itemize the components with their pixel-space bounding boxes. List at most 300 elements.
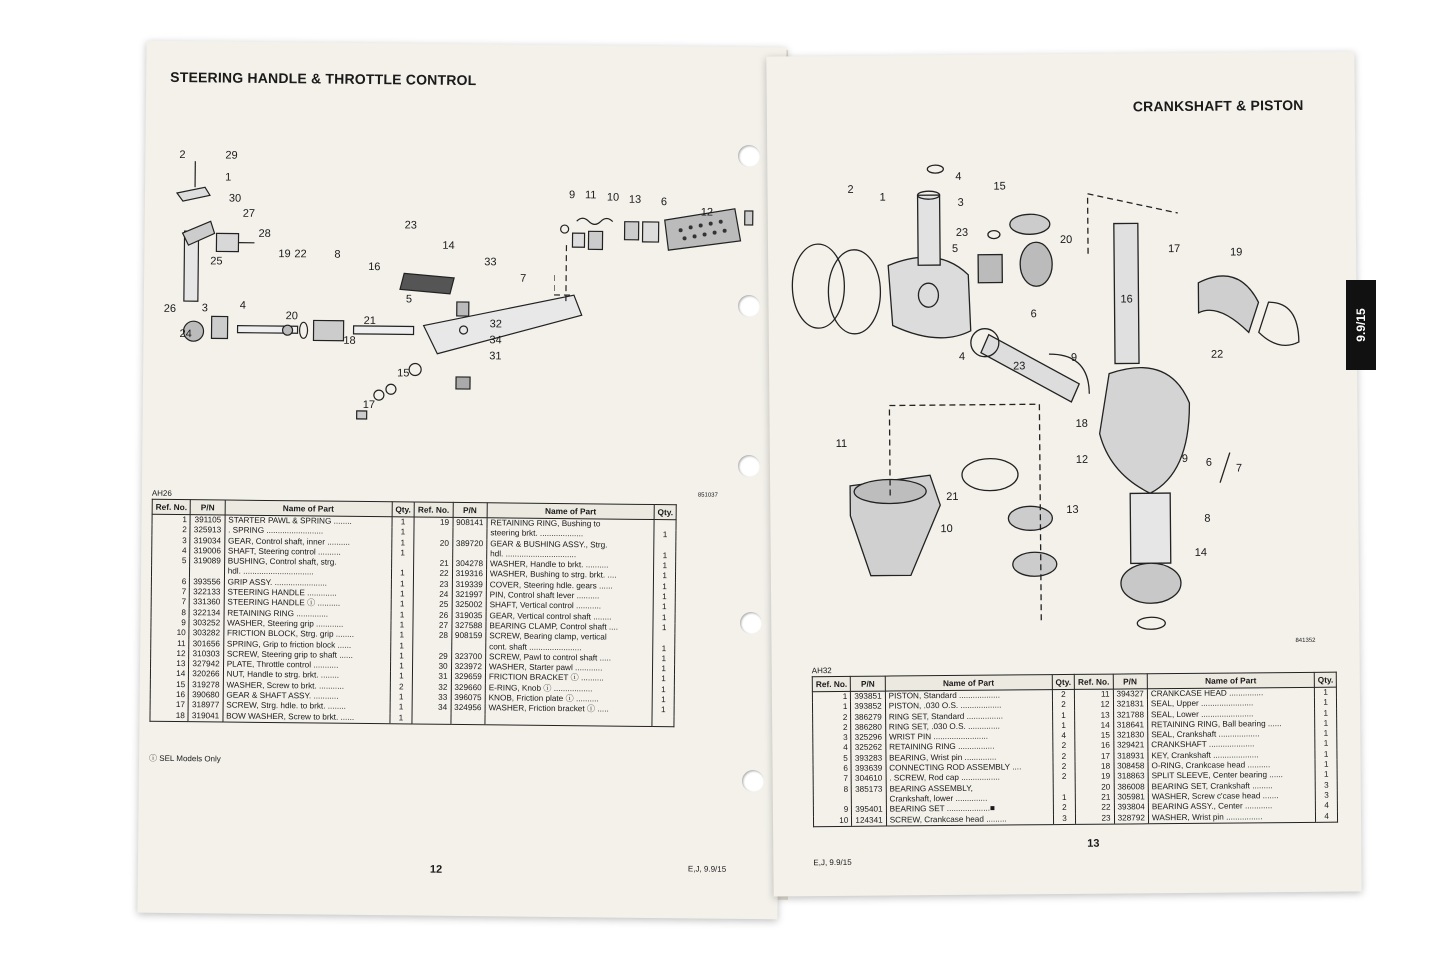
part-name: CRANKSHAFT ....................	[1148, 739, 1315, 751]
part-name: RING SET, Standard ................	[885, 711, 1052, 723]
steering-handle-exploded-diagram	[153, 141, 606, 426]
part-number: 386008	[1114, 782, 1148, 793]
section-tab-label: 9.9/15	[1354, 308, 1368, 342]
col-name: Name of Part	[225, 500, 392, 517]
part-name: SEAL, Crankshaft ..................	[1148, 729, 1315, 741]
quantity: 1	[653, 613, 676, 624]
part-name: PLATE, Throttle control ...........	[223, 660, 390, 672]
ref-no: 17	[1075, 751, 1113, 762]
quantity: 1	[1052, 711, 1075, 721]
part-name: FRICTION BLOCK, Strg. grip ........	[224, 629, 391, 641]
right-page	[766, 51, 1361, 896]
page-number-right: 13	[1087, 837, 1100, 850]
ref-no: 3	[152, 535, 190, 546]
quantity: 1	[390, 661, 413, 672]
quantity: 1	[391, 610, 414, 621]
callout-4: 4	[955, 170, 962, 183]
part-name: NUT, Handle to strg. brkt. ........	[223, 670, 390, 682]
part-number: 318863	[1114, 772, 1148, 783]
quantity: 3	[1315, 780, 1338, 790]
ref-no: 9	[151, 618, 189, 629]
ref-no	[151, 566, 189, 577]
callout-9: 9	[1070, 351, 1078, 364]
part-name: SCREW, Pawl to control shaft .....	[485, 652, 652, 664]
ref-no: 2	[813, 712, 851, 723]
part-number: 393851	[851, 691, 885, 702]
part-name: steering brkt. ...................	[487, 529, 654, 541]
part-number: 391105	[190, 515, 224, 526]
callout-30: 30	[228, 192, 242, 205]
callout-22: 22	[1210, 348, 1224, 361]
part-number: 319339	[452, 580, 486, 591]
callout-11: 11	[835, 437, 848, 450]
ref-no: 12	[1075, 700, 1113, 711]
part-name: E-RING, Knob ⓘ .................	[485, 683, 652, 695]
part-number: 393556	[190, 577, 224, 588]
callout-1: 1	[879, 191, 886, 204]
ref-no: 6	[813, 764, 851, 775]
part-number: 394327	[1113, 689, 1147, 700]
part-number: 324956	[451, 703, 485, 714]
callout-34: 34	[489, 334, 502, 347]
callout-14: 14	[1194, 546, 1207, 559]
part-number: 310303	[189, 649, 223, 660]
ref-no: 6	[151, 577, 189, 588]
ref-no: 18	[1075, 762, 1113, 773]
quantity: 1	[390, 703, 413, 714]
ref-no: 7	[151, 597, 189, 608]
ref-no: 10	[813, 815, 851, 826]
part-name: RETAINING RING ..............	[224, 608, 391, 620]
part-name: SCREW, Strg. hdle. to brkt. ........	[223, 701, 390, 713]
quantity: 2	[1053, 772, 1076, 782]
ref-no: 19	[414, 517, 452, 528]
part-number	[852, 795, 886, 806]
quantity: 3	[1053, 813, 1076, 824]
part-number: 386280	[851, 722, 885, 733]
ref-no: 23	[1076, 813, 1114, 824]
part-name: WASHER, Wrist pin ................	[1148, 811, 1315, 823]
ref-no: 15	[1075, 731, 1113, 742]
callout-23: 23	[1013, 360, 1026, 373]
quantity: 1	[1315, 760, 1338, 770]
part-number: 322133	[190, 587, 224, 598]
binder-hole	[738, 295, 760, 317]
part-number: 319034	[190, 536, 224, 547]
quantity	[391, 558, 414, 569]
part-number: 396075	[451, 693, 485, 704]
callout-23: 23	[404, 219, 417, 232]
part-number: 308458	[1114, 761, 1148, 772]
part-number: 325002	[452, 600, 486, 611]
part-name: CRANKCASE HEAD ...............	[1147, 687, 1314, 699]
ref-no: 2	[813, 723, 851, 734]
quantity: 1	[1315, 749, 1338, 759]
binder-hole	[738, 145, 760, 167]
part-name: SHAFT, Vertical control ...........	[486, 601, 653, 613]
callout-9: 9	[1181, 452, 1189, 465]
quantity: 1	[390, 692, 413, 703]
col-name-2: Name of Part	[1147, 672, 1314, 688]
part-name: STEERING HANDLE .............	[224, 588, 391, 600]
part-name: STEERING HANDLE ⓘ ..........	[224, 598, 391, 610]
part-name: BEARING SET ...................■	[886, 803, 1053, 815]
quantity: 1	[391, 569, 414, 580]
part-name: RING SET, .030 O.S. ..............	[885, 721, 1052, 733]
callout-14: 14	[442, 239, 455, 252]
callout-15: 15	[993, 180, 1006, 193]
callout-22: 22	[294, 248, 307, 261]
part-name: SHAFT, Steering control ..........	[224, 546, 391, 558]
callout-7: 7	[1235, 462, 1243, 475]
callout-2: 2	[179, 149, 186, 162]
quantity: 4	[1052, 731, 1075, 741]
callout-1: 1	[225, 171, 232, 184]
part-number	[451, 641, 485, 652]
callout-4: 4	[239, 299, 247, 312]
quantity: 1	[652, 664, 675, 675]
part-number: 908141	[453, 517, 487, 528]
part-number: 321997	[452, 590, 486, 601]
part-number: 331360	[190, 598, 224, 609]
drawing-number-left: 851037	[697, 492, 718, 499]
quantity: 1	[390, 651, 413, 662]
quantity: 2	[1053, 752, 1076, 762]
ref-no	[414, 548, 452, 559]
ref-no: 14	[150, 669, 188, 680]
part-name: GEAR & SHAFT ASSY. ...........	[223, 691, 390, 703]
part-number: 303282	[189, 628, 223, 639]
ref-no: 7	[813, 774, 851, 785]
quantity: 1	[653, 623, 676, 634]
quantity: 1	[652, 685, 675, 696]
quantity: 2	[1052, 700, 1075, 710]
ref-no: 23	[414, 579, 452, 590]
part-number	[452, 528, 486, 539]
part-name: GEAR, Control shaft, inner ..........	[224, 536, 391, 548]
ref-no: 5	[152, 556, 190, 567]
callout-7: 7	[520, 272, 527, 285]
part-number: 305981	[1114, 792, 1148, 803]
ref-no: 16	[150, 690, 188, 701]
ref-no: 1	[812, 691, 850, 702]
callout-8: 8	[1204, 512, 1211, 525]
part-name: BOW WASHER, Screw to brkt. ......	[223, 711, 390, 724]
col-qty: Qty.	[392, 502, 415, 517]
callout-17: 17	[362, 398, 376, 412]
col-ref-no-2: Ref. No.	[1074, 674, 1112, 689]
part-number: 322134	[189, 608, 223, 619]
quantity: 1	[391, 589, 414, 600]
part-number: 124341	[852, 815, 886, 826]
part-name: CONNECTING ROD ASSEMBLY ....	[886, 762, 1053, 774]
left-page	[137, 41, 786, 920]
part-number: 389720	[452, 538, 486, 549]
part-number: 393852	[851, 702, 885, 713]
part-name: PISTON, Standard ..................	[885, 690, 1052, 702]
callout-9: 9	[568, 189, 576, 202]
ref-no: 22	[414, 569, 452, 580]
ref-no: 19	[1075, 772, 1113, 783]
part-number: 321830	[1113, 730, 1147, 741]
ref-no: 5	[813, 754, 851, 765]
part-number: 319035	[452, 611, 486, 622]
figure-code-left: AH26	[151, 488, 172, 498]
part-name: BEARING SET, Crankshaft .........	[1148, 780, 1315, 792]
col-name-2: Name of Part	[487, 503, 654, 520]
callout-29: 29	[225, 149, 238, 162]
quantity: 1	[1315, 719, 1338, 729]
callout-6: 6	[1030, 308, 1037, 321]
callout-27: 27	[242, 207, 256, 220]
callout-6: 6	[1205, 456, 1213, 469]
quantity: 4	[1315, 811, 1338, 822]
part-number: 301656	[189, 639, 223, 650]
ref-no	[412, 713, 450, 724]
crankshaft-piston-exploded-diagram	[787, 152, 1311, 637]
quantity: 1	[653, 571, 676, 582]
ref-no: 33	[412, 693, 450, 704]
callout-2: 2	[847, 183, 854, 196]
col-qty-2: Qty.	[654, 505, 677, 520]
part-number: 386279	[851, 712, 885, 723]
quantity: 2	[1052, 689, 1075, 700]
ref-no: 22	[1076, 803, 1114, 814]
part-name: BEARING, Wrist pin ..............	[886, 752, 1053, 764]
part-number: 319278	[189, 680, 223, 691]
part-number: 385173	[852, 784, 886, 795]
part-number: 395401	[852, 805, 886, 816]
callout-19: 19	[278, 248, 291, 261]
callout-12: 12	[1075, 453, 1089, 466]
sel-models-note: ⓘ SEL Models Only	[149, 753, 221, 764]
part-name: WASHER, Screw c'case head .......	[1148, 791, 1315, 803]
parts-table-left	[149, 499, 677, 727]
ref-no: 15	[150, 679, 188, 690]
callout-3: 3	[957, 196, 964, 209]
callout-11: 11	[584, 189, 597, 202]
ref-no: 28	[413, 631, 451, 642]
part-name: SCREW, Steering grip to shaft ......	[223, 649, 390, 661]
part-number: 319041	[188, 711, 222, 722]
part-name: RETAINING RING, Bushing to	[487, 518, 654, 531]
part-number: 304278	[452, 559, 486, 570]
part-number	[451, 714, 485, 725]
callout-24: 24	[179, 328, 192, 341]
figure-code-right: AH32	[811, 666, 832, 676]
callout-3: 3	[201, 302, 208, 315]
part-name: GEAR & BUSHING ASSY., Strg.	[487, 539, 654, 551]
quantity: 2	[1053, 762, 1076, 772]
part-name: O-RING, Crankcase head ..........	[1148, 760, 1315, 772]
ref-no: 1	[812, 702, 850, 713]
ref-no: 12	[151, 649, 189, 660]
callout-12: 12	[700, 206, 714, 219]
part-number: 321788	[1113, 710, 1147, 721]
part-name: BEARING CLAMP, Control shaft ....	[486, 621, 653, 633]
ref-no: 9	[813, 805, 851, 816]
part-number: 325913	[190, 525, 224, 536]
quantity: 1	[1053, 793, 1076, 803]
part-name: PIN, Control shaft lever ..........	[486, 590, 653, 602]
callout-28: 28	[258, 227, 271, 240]
ref-no: 20	[414, 538, 452, 549]
callout-20: 20	[1059, 233, 1073, 247]
ref-no: 3	[813, 733, 851, 744]
ref-no: 32	[412, 682, 450, 693]
part-name: STARTER PAWL & SPRING ........	[225, 515, 392, 528]
ref-no: 2	[152, 525, 190, 536]
part-name: . SPRING .........................	[225, 526, 392, 538]
callout-17: 17	[1167, 242, 1181, 256]
quantity: 1	[653, 602, 676, 613]
footer-right: E,J, 9.9/15	[813, 857, 852, 868]
ref-no: 16	[1075, 741, 1113, 752]
quantity: 1	[652, 674, 675, 685]
part-number: 328792	[1114, 813, 1148, 824]
part-name: hdl. ...............................	[224, 567, 391, 579]
part-number: 323972	[451, 662, 485, 673]
callout-19: 19	[1230, 246, 1243, 259]
col-pn: P/N	[851, 676, 885, 691]
quantity: 1	[390, 672, 413, 683]
ref-no: 26	[413, 610, 451, 621]
binder-hole	[742, 770, 764, 792]
part-name: SPRING, Grip to friction block ......	[223, 639, 390, 651]
section-tab	[1346, 280, 1376, 370]
part-number: 303252	[189, 618, 223, 629]
part-name: RETAINING RING ................	[886, 742, 1053, 754]
part-number: 318641	[1113, 720, 1147, 731]
quantity: 1	[390, 641, 413, 652]
part-name: GEAR, Vertical control shaft ........	[486, 611, 653, 623]
part-name: WASHER, Handle to brkt. ..........	[486, 559, 653, 571]
ref-no: 18	[150, 710, 188, 721]
quantity: 1	[1052, 721, 1075, 731]
callout-6: 6	[660, 196, 668, 209]
quantity: 1	[392, 528, 415, 539]
col-ref-no: Ref. No.	[152, 499, 191, 514]
part-number: 319006	[190, 546, 224, 557]
ref-no: 31	[413, 672, 451, 683]
part-number: 304610	[851, 774, 885, 785]
ref-no: 1	[152, 514, 190, 525]
quantity: 1	[390, 713, 413, 724]
col-pn-2: P/N	[453, 502, 487, 517]
quantity: 2	[390, 682, 413, 693]
ref-no: 24	[413, 590, 451, 601]
callout-4: 4	[958, 350, 966, 363]
quantity: 1	[391, 548, 414, 559]
page-title-right: CRANKSHAFT & PISTON	[1132, 96, 1304, 115]
part-number: 318977	[188, 700, 222, 711]
part-number: 393283	[851, 753, 885, 764]
part-name	[485, 714, 652, 727]
col-ref-no-2: Ref. No.	[414, 502, 453, 517]
quantity: 1	[653, 582, 676, 593]
part-name: BEARING ASSY., Center ............	[1148, 801, 1315, 813]
quantity: 4	[1315, 801, 1338, 811]
quantity: 1	[391, 600, 414, 611]
callout-10: 10	[940, 522, 953, 536]
quantity: 1	[1314, 687, 1337, 698]
quantity	[654, 520, 677, 531]
part-number: 325296	[851, 733, 885, 744]
callout-5: 5	[951, 242, 959, 255]
part-number: 393639	[851, 764, 885, 775]
callout-25: 25	[210, 255, 223, 268]
ref-no: 27	[413, 620, 451, 631]
callout-5: 5	[405, 293, 413, 306]
page-number-left: 12	[429, 863, 443, 876]
ref-no: 29	[413, 651, 451, 662]
quantity: 2	[1053, 741, 1076, 751]
callout-31: 31	[489, 350, 502, 363]
ref-no: 25	[413, 600, 451, 611]
part-number: 325262	[851, 743, 885, 754]
part-name: SEAL, Upper .......................	[1147, 698, 1314, 710]
part-name: COVER, Steering hdle. gears ......	[486, 580, 653, 592]
quantity: 1	[653, 592, 676, 603]
part-name: SEAL, Lower .......................	[1147, 708, 1314, 720]
quantity: 1	[391, 579, 414, 590]
callout-13: 13	[1066, 503, 1079, 516]
part-number: 329659	[451, 672, 485, 683]
part-name: WASHER, Steering grip ............	[224, 618, 391, 630]
part-number: 327942	[189, 659, 223, 670]
part-name: RETAINING RING, Ball bearing ......	[1148, 719, 1315, 731]
callout-15: 15	[397, 367, 410, 380]
quantity: 2	[1053, 803, 1076, 813]
part-name: FRICTION BRACKET ⓘ ..........	[485, 673, 652, 685]
ref-no: 30	[413, 662, 451, 673]
part-name: Crankshaft, lower ..............	[886, 793, 1053, 805]
ref-no: 20	[1075, 782, 1113, 793]
part-name: KNOB, Friction plate ⓘ ..........	[485, 693, 652, 705]
part-number: 319089	[190, 556, 224, 567]
part-name: WASHER, Bushing to strg. brkt. ....	[486, 570, 653, 582]
quantity: 1	[390, 631, 413, 642]
quantity: 1	[654, 530, 677, 541]
callout-10: 10	[606, 191, 620, 204]
grip-assembly-diagram	[554, 195, 755, 317]
callout-21: 21	[363, 314, 376, 328]
quantity	[652, 716, 675, 727]
part-number: 318931	[1114, 751, 1148, 762]
ref-no: 4	[152, 546, 190, 557]
ref-no: 4	[813, 743, 851, 754]
col-qty-2: Qty.	[1314, 672, 1337, 687]
part-number: 320266	[189, 670, 223, 681]
quantity	[653, 633, 676, 644]
part-name: BUSHING, Control shaft, strg.	[224, 557, 391, 569]
parts-table-right	[812, 672, 1339, 827]
quantity	[654, 541, 677, 552]
ref-no: 34	[412, 703, 450, 714]
ref-no: 8	[151, 607, 189, 618]
quantity: 1	[652, 705, 675, 716]
ref-no: 7	[151, 587, 189, 598]
part-name: hdl. ...............................	[487, 549, 654, 561]
part-name: PISTON, .030 O.S. ..................	[885, 700, 1052, 712]
part-name: WASHER, Friction bracket ⓘ .....	[485, 704, 652, 716]
part-number: 908159	[451, 631, 485, 642]
ref-no: 21	[1076, 793, 1114, 804]
callout-26: 26	[163, 302, 177, 315]
quantity: 1	[1314, 698, 1337, 708]
quantity: 1	[652, 695, 675, 706]
part-number	[190, 567, 224, 578]
